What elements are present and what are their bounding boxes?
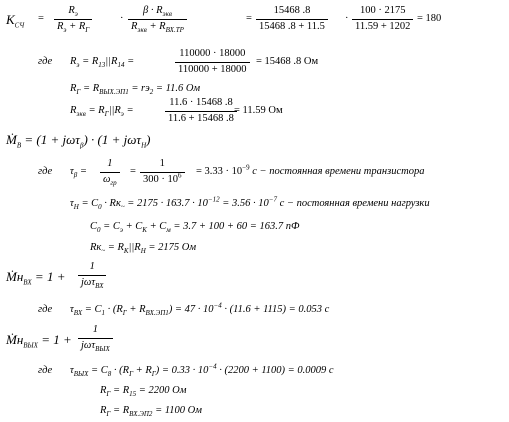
rekv-result: = 11.59 Ом: [234, 105, 283, 116]
kcc-dot-2: ·: [345, 13, 349, 24]
rg3-expression: $R_Г = R_{ВХ.ЭП2} = 1100$ Ом: [100, 405, 202, 419]
mnvyh-lhs: Ṁн$_{ВЫХ}$ = 1 +: [6, 332, 72, 350]
kcc-fraction-2: $\beta \cdot R_{экв}$ $R_{экв} + R_{ВХ.ТР}$: [128, 6, 187, 32]
kcc-fraction-1: $R_э$ $R_э + R_Г$: [54, 6, 92, 32]
kcc-fraction-3: $\frac{15468 .8}{15468 .8 + 11.5}$: [256, 6, 328, 32]
re-gde: где: [38, 56, 53, 67]
tvh-gde: где: [38, 304, 53, 315]
rekv-fraction: $\frac{11.6 \cdot 15468 .8}{11.6 + 15468 .8}$: [165, 98, 237, 124]
tvh-expression: $\tau_{ВХ} = C_1 \cdot (R_Г + R_{ВХ.ЭП1}) = 47 \cdot 10^{-4} \cdot (11.6 + 1115) = 0.053$ c: [70, 301, 330, 318]
c0-expression: $C_0 = C_э + C_К + C_м = 3.7 + 100 + 60 = 163.7$ пФ: [90, 221, 300, 235]
mv-expression: Ṁ$_В$ = (1 + jωτ$_\beta$) · (1 + jωτ$_Н$): [6, 132, 151, 150]
kcc-equals: =: [38, 13, 44, 24]
mnvh-lhs: Ṁн$_{ВХ}$ = 1 +: [6, 269, 66, 287]
tb-lhs: $\tau_\beta$ =: [70, 166, 87, 180]
tn-expression: $\tau_Н = C_0 \cdot Rк_\sim = 2175 \cdot 163.7 \cdot 10^{-12} = 3.56 \cdot 10^{-7}$ c − постоянная времени нагрузки: [70, 195, 430, 212]
tb-gde: где: [38, 166, 53, 177]
rg2-expression: $R_Г = R_{15} = 2200$ Ом: [100, 385, 187, 399]
re-expression: $R_э = R_{13}||R_{14}$ =: [70, 56, 135, 70]
mnvh-fraction: 1 jωτ$_{ВХ}$: [78, 262, 106, 288]
kcc-equals-2: =: [246, 13, 252, 24]
re-result: = 15468 .8 Ом: [256, 56, 319, 67]
tb-fraction-2: $\frac{1}{300 \cdot 10^6}$: [140, 159, 185, 185]
tb-result: = $3.33 \cdot 10^{-9}$ c − постоянная времени транзистора: [196, 163, 425, 177]
rekv-expression: $R_{экв} = R_Г||R_э$ =: [70, 105, 134, 119]
tb-equals-2: =: [130, 166, 136, 177]
tvyh-gde: где: [38, 365, 53, 376]
tvyh-expression: $\tau_{ВЫХ} = C_8 \cdot (R_Г + R_Г) = 0.33 \cdot 10^{-4} \cdot (2200 + 1100) = 0.0009$ c: [70, 362, 334, 379]
mnvyh-fraction: 1 jωτ$_{ВЫХ}$: [78, 325, 113, 351]
kcc-lhs: $K_{CЧ}$: [6, 12, 25, 30]
rg-expression: $R_Г = R_{ВЫХ.ЭП1} = rэ_2 = 11.6$ Ом: [70, 83, 201, 97]
kcc-fraction-4: $\frac{100 \cdot 2175}{11.59 + 1202}$: [352, 6, 413, 32]
tb-fraction-1: 1 $\omega_{гр}$: [100, 159, 120, 185]
kcc-dot-1: ·: [120, 13, 124, 24]
re-fraction: $\frac{110000 \cdot 18000}{110000 + 18000}$: [175, 49, 250, 75]
kcc-result: = 180: [417, 13, 442, 24]
rk-expression: $Rк_\sim = R_К||R_Н = 2175$ Ом: [90, 242, 197, 256]
